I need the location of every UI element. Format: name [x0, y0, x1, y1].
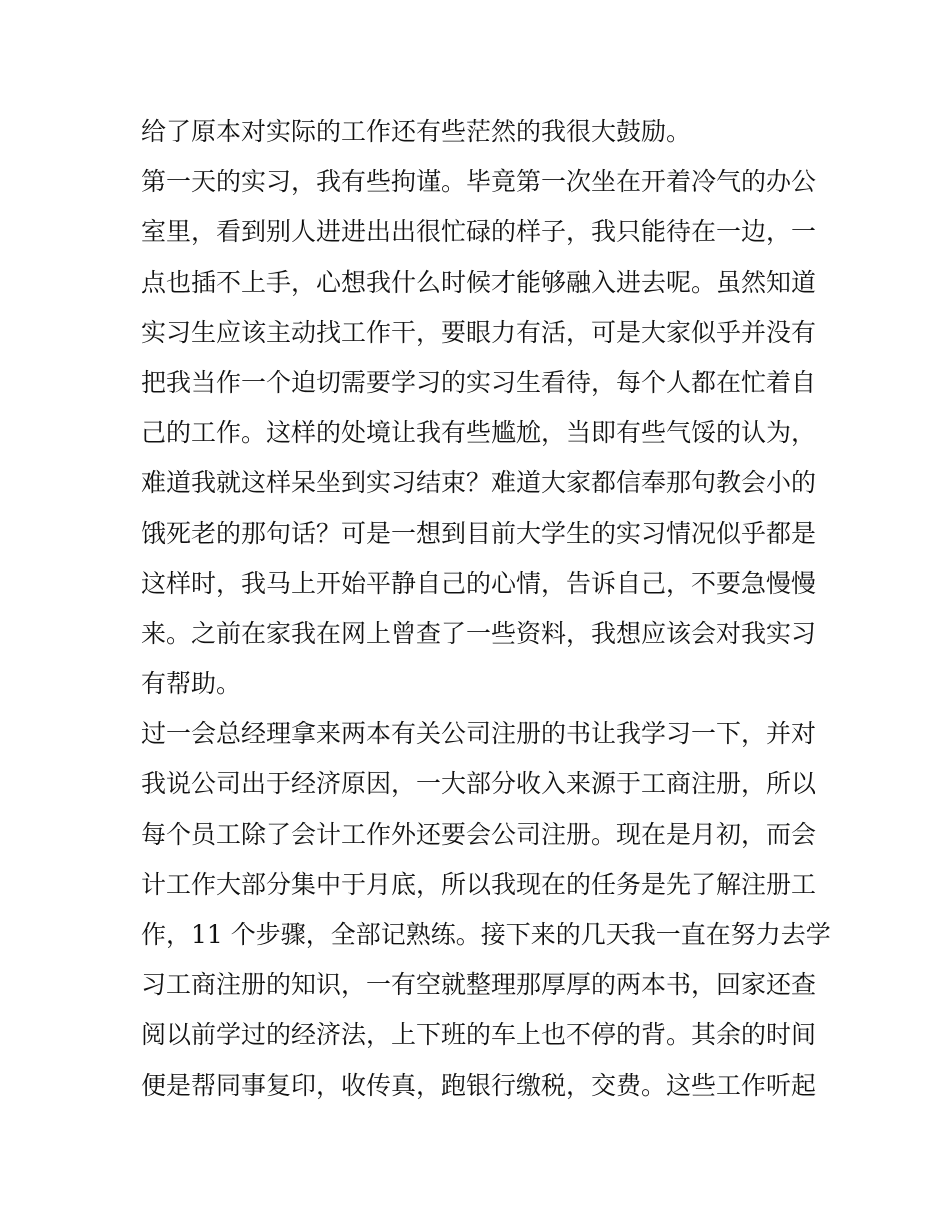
text-line: 难道我就这样呆坐到实习结束？难道大家都信奉那句教会小的: [141, 468, 817, 498]
text-line: 点也插不上手，心想我什么时候才能够融入进去呢。虽然知道: [141, 267, 817, 297]
text-line: 计工作大部分集中于月底，所以我现在的任务是先了解注册工: [141, 869, 817, 899]
text-line: 有帮助。: [141, 669, 242, 699]
text-line: 作，11 个步骤，全部记熟练。接下来的几天我一直在努力去学: [141, 920, 831, 949]
text-line: 阅以前学过的经济法，上下班的车上也不停的背。其余的时间: [141, 1020, 817, 1050]
text-line: 第一天的实习，我有些拘谨。毕竟第一次坐在开着冷气的办公: [141, 167, 817, 197]
text-line: 把我当作一个迫切需要学习的实习生看待，每个人都在忙着自: [141, 367, 817, 397]
text-line: 室里，看到别人进进出出很忙碌的样子，我只能待在一边，一: [141, 217, 817, 247]
text-line: 给了原本对实际的工作还有些茫然的我很大鼓励。: [141, 117, 692, 146]
text-line: 过一会总经理拿来两本有关公司注册的书让我学习一下，并对: [141, 719, 817, 749]
text-line: 每个员工除了会计工作外还要会公司注册。现在是月初，而会: [141, 819, 817, 849]
text-line: 己的工作。这样的处境让我有些尴尬，当即有些气馁的认为，: [141, 418, 817, 448]
text-line: 饿死老的那句话？可是一想到目前大学生的实习情况似乎都是: [141, 518, 817, 548]
text-line: 来。之前在家我在网上曾查了一些资料，我想应该会对我实习: [141, 618, 817, 648]
text-line: 实习生应该主动找工作干，要眼力有活，可是大家似乎并没有: [141, 317, 817, 347]
text-line: 便是帮同事复印，收传真，跑银行缴税，交费。这些工作听起: [141, 1070, 817, 1100]
document-body: [141, 107, 831, 1111]
text-line: 这样时，我马上开始平静自己的心情，告诉自己，不要急慢慢: [141, 568, 817, 598]
text-line: 我说公司出于经济原因，一大部分收入来源于工商注册，所以: [141, 769, 817, 799]
text-line: 习工商注册的知识，一有空就整理那厚厚的两本书，回家还查: [141, 970, 817, 1000]
